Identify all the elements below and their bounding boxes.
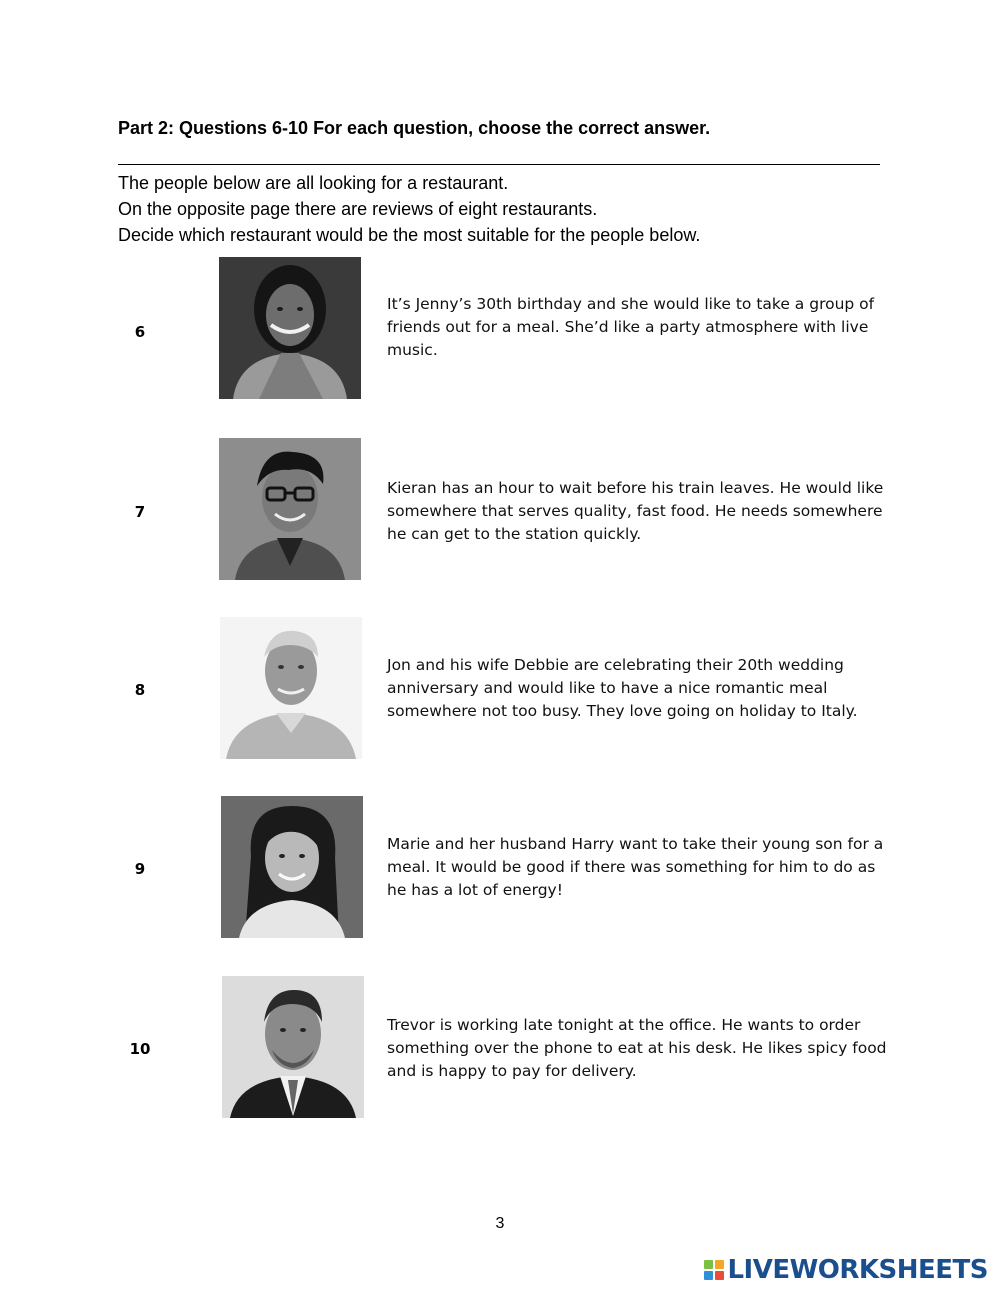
question-8 xyxy=(0,617,1000,763)
liveworksheets-logo xyxy=(704,1255,988,1285)
question-text: It’s Jenny’s 30th birthday and she would like to take a group of friends out for a meal. She’d like a party atmosphere with live music. xyxy=(387,295,875,359)
question-number: 9 xyxy=(134,860,146,878)
person-photo-jon xyxy=(220,617,362,759)
instructions xyxy=(118,170,700,248)
question-9 xyxy=(0,796,1000,942)
question-text: Jon and his wife Debbie are celebrating their 20th wedding anniversary and would like to have a nice romantic meal somewhere not too busy. They love going on holiday to Italy. xyxy=(387,656,858,720)
question-number: 6 xyxy=(134,323,146,341)
question-number: 10 xyxy=(129,1040,151,1058)
question-number: 8 xyxy=(134,681,146,699)
logo-tile xyxy=(715,1260,724,1269)
instruction-line: On the opposite page there are reviews of eight restaurants. xyxy=(118,199,598,219)
question-text: Trevor is working late tonight at the office. He wants to order something over the phone to eat at his desk. He likes spicy food and is happy to pay for delivery. xyxy=(387,1016,887,1080)
question-number: 7 xyxy=(134,503,146,521)
question-10 xyxy=(0,976,1000,1122)
question-7 xyxy=(0,437,1000,583)
instruction-line: Decide which restaurant would be the most suitable for the people below. xyxy=(118,225,701,245)
logo-tiles-icon xyxy=(704,1260,724,1280)
question-text: Marie and her husband Harry want to take their young son for a meal. It would be good if there was something for him to do as he has a lot of energy! xyxy=(387,835,884,899)
logo-tile xyxy=(704,1271,713,1280)
logo-text: LIVEWORKSHEETS xyxy=(727,1255,988,1285)
person-photo-jenny xyxy=(219,257,361,399)
person-photo-marie xyxy=(221,796,363,938)
question-6 xyxy=(0,257,1000,403)
logo-tile xyxy=(715,1271,724,1280)
logo-tile xyxy=(704,1260,713,1269)
person-photo-trevor xyxy=(222,976,364,1118)
heading-divider xyxy=(118,164,880,165)
page-number: 3 xyxy=(495,1215,505,1232)
person-photo-kieran xyxy=(219,438,361,580)
question-text: Kieran has an hour to wait before his train leaves. He would like somewhere that serves quality, fast food. He needs somewhere he can get to the station quickly. xyxy=(387,479,884,543)
page-heading: Part 2: Questions 6-10 For each question, choose the correct answer. xyxy=(118,118,711,138)
instruction-line: The people below are all looking for a restaurant. xyxy=(118,173,509,193)
